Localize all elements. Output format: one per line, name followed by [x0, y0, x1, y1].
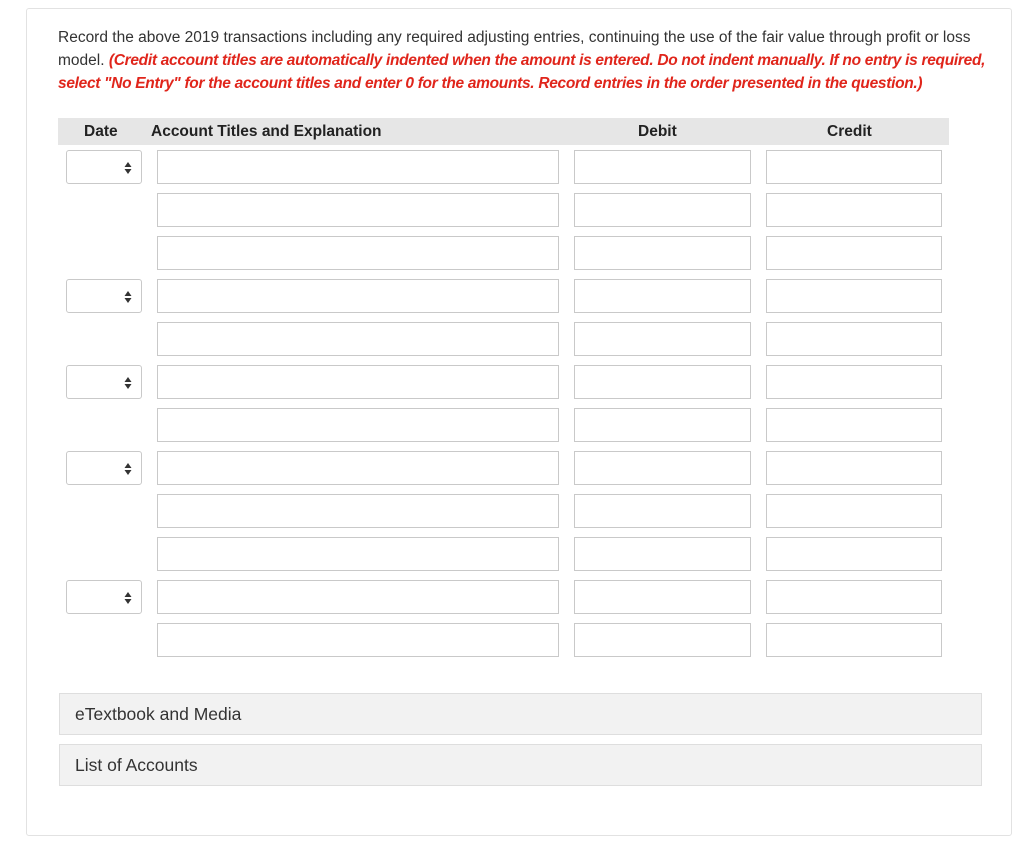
journal-row	[0, 236, 1024, 270]
account-title-input[interactable]	[157, 451, 559, 485]
account-title-input[interactable]	[157, 322, 559, 356]
date-dropdown[interactable]	[66, 451, 142, 485]
header-date: Date	[84, 123, 118, 140]
date-dropdown[interactable]	[66, 365, 142, 399]
etextbook-media-panel[interactable]: eTextbook and Media	[59, 693, 982, 735]
select-arrows-icon	[124, 160, 132, 176]
debit-input[interactable]	[574, 580, 751, 614]
select-arrows-icon	[124, 289, 132, 305]
header-debit: Debit	[638, 123, 677, 140]
journal-row	[0, 451, 1024, 485]
debit-input[interactable]	[574, 322, 751, 356]
instructions-emphasis: (Credit account titles are automatically indented when the amount is entered. Do not indent manually. If no entry is required, select "No Entry" for the account titles and enter 0 for the amounts. Record entries in the order presented in the question.)	[58, 52, 986, 92]
journal-row	[0, 494, 1024, 528]
credit-input[interactable]	[766, 150, 942, 184]
debit-input[interactable]	[574, 408, 751, 442]
account-title-input[interactable]	[157, 150, 559, 184]
debit-input[interactable]	[574, 365, 751, 399]
account-title-input[interactable]	[157, 537, 559, 571]
debit-input[interactable]	[574, 494, 751, 528]
select-arrows-icon	[124, 590, 132, 606]
credit-input[interactable]	[766, 193, 942, 227]
debit-input[interactable]	[574, 537, 751, 571]
credit-input[interactable]	[766, 365, 942, 399]
credit-input[interactable]	[766, 451, 942, 485]
credit-input[interactable]	[766, 580, 942, 614]
date-dropdown[interactable]	[66, 580, 142, 614]
journal-row	[0, 193, 1024, 227]
select-arrows-icon	[124, 375, 132, 391]
credit-input[interactable]	[766, 494, 942, 528]
instructions	[58, 26, 988, 95]
select-arrows-icon	[124, 461, 132, 477]
credit-input[interactable]	[766, 236, 942, 270]
debit-input[interactable]	[574, 150, 751, 184]
date-dropdown[interactable]	[66, 150, 142, 184]
journal-row	[0, 408, 1024, 442]
journal-row	[0, 150, 1024, 184]
credit-input[interactable]	[766, 537, 942, 571]
journal-row	[0, 623, 1024, 657]
journal-row	[0, 322, 1024, 356]
debit-input[interactable]	[574, 451, 751, 485]
account-title-input[interactable]	[157, 494, 559, 528]
journal-row	[0, 365, 1024, 399]
debit-input[interactable]	[574, 236, 751, 270]
account-title-input[interactable]	[157, 236, 559, 270]
journal-row	[0, 580, 1024, 614]
credit-input[interactable]	[766, 408, 942, 442]
date-dropdown[interactable]	[66, 279, 142, 313]
instructions-text: Record the above 2019 transactions including any required adjusting entries, continuing the use of the fair value through profit or loss model.	[58, 29, 971, 69]
debit-input[interactable]	[574, 279, 751, 313]
journal-row	[0, 537, 1024, 571]
account-title-input[interactable]	[157, 365, 559, 399]
account-title-input[interactable]	[157, 193, 559, 227]
journal-row	[0, 279, 1024, 313]
account-title-input[interactable]	[157, 580, 559, 614]
debit-input[interactable]	[574, 623, 751, 657]
header-account-titles: Account Titles and Explanation	[151, 123, 382, 140]
header-credit: Credit	[827, 123, 872, 140]
credit-input[interactable]	[766, 322, 942, 356]
credit-input[interactable]	[766, 279, 942, 313]
list-of-accounts-panel[interactable]: List of Accounts	[59, 744, 982, 786]
account-title-input[interactable]	[157, 279, 559, 313]
account-title-input[interactable]	[157, 623, 559, 657]
account-title-input[interactable]	[157, 408, 559, 442]
debit-input[interactable]	[574, 193, 751, 227]
credit-input[interactable]	[766, 623, 942, 657]
journal-table-header	[58, 118, 949, 145]
